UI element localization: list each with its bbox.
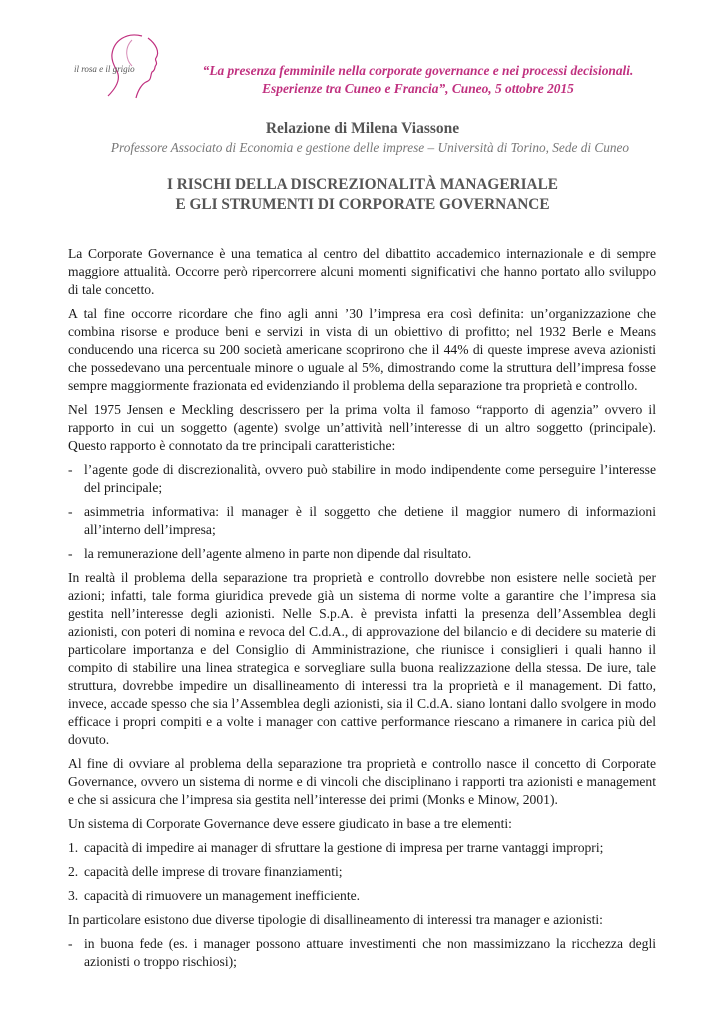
document-body xyxy=(68,245,656,977)
list-item xyxy=(68,461,656,497)
list-marker: - xyxy=(68,546,73,561)
event-banner xyxy=(178,62,658,98)
list-item xyxy=(68,887,656,905)
list-item-text: in buona fede (es. i manager possono attuare investimenti che non massimizzano la ricchezza degli azionisti o troppo rischiosi); xyxy=(84,936,656,969)
list-item-text: l’agente gode di discrezionalità, ovvero può stabilire in modo indipendente come perseguire l’interesse del principale; xyxy=(84,462,656,495)
list-item-text: capacità di impedire ai manager di sfruttare la gestione di impresa per trarne vantaggi impropri; xyxy=(84,840,604,855)
list-item xyxy=(68,839,656,857)
title-line-2: E GLI STRUMENTI DI CORPORATE GOVERNANCE xyxy=(175,196,550,213)
document-title xyxy=(0,175,725,215)
list-item xyxy=(68,935,656,971)
list-item-text: la remunerazione dell’agente almeno in parte non dipende dal risultato. xyxy=(84,546,472,561)
paragraph: La Corporate Governance è una tematica al centro del dibattito accademico internazionale e di sempre maggiore attualità. Occorre però ripercorrere alcuni momenti significativi che hanno portato allo sviluppo di tale concetto. xyxy=(68,246,656,297)
list-item xyxy=(68,545,656,563)
paragraph: In realtà il problema della separazione tra proprietà e controllo dovrebbe non esistere nelle società per azioni; infatti, tale forma giuridica prevede già un sistema di norme volte a garantire che l’impresa sia gestita nell’interesse degli azionisti. Nelle S.p.A. è prevista infatti la presenza dell’Assemblea degli azionisti, con poteri di nomina e revoca del C.d.A., di approvazione del bilancio e di decidere su materie di particolare importanza e del Consiglio di Amministrazione, che riunisce i consiglieri i quali hanno il compito di stabilire una linea strategica e sorvegliare sulla buona realizzazione della stessa. De iure, tale struttura, dovrebbe impedire un disallineamento di interessi tra la proprietà e il management. Di fatto, invece, accade spesso che sia l’Assemblea degli azionisti, sia il C.d.A. siano lontani dallo svolgere in modo efficace i propri compiti e a volte i manager con cattive performance riescano a rimanere in carica più del dovuto. xyxy=(68,570,656,747)
list-item xyxy=(68,863,656,881)
list-marker: - xyxy=(68,462,73,477)
paragraph: A tal fine occorre ricordare che fino agli anni ’30 l’impresa era così definita: un’organizzazione che combina risorse e produce beni e servizi in vista di un obiettivo di profitto; nel 1932 Berle e Means conducendo una ricerca su 200 società americane scoprirono che il 44% di queste imprese aveva azionisti che possedevano una percentuale minore o uguale al 5%, dimostrando come la struttura dell’impresa fosse sempre maggiormente frazionata ed evidenziando il problema della separazione tra proprietà e controllo. xyxy=(68,306,656,393)
paragraph: Un sistema di Corporate Governance deve essere giudicato in base a tre elementi: xyxy=(68,816,512,831)
title-line-1: I RISCHI DELLA DISCREZIONALITÀ MANAGERIALE xyxy=(166,176,558,193)
woman-profile-logo-icon xyxy=(72,30,172,100)
list-marker: - xyxy=(68,504,73,519)
paragraph: Al fine di ovviare al problema della separazione tra proprietà e controllo nasce il concetto di Corporate Governance, ovvero un sistema di norme e di vincoli che disciplinano i rapporti tra azionisti e management e che si assicura che l’impresa sia gestita nell’interesse dei primi (Monks e Minow, 2001). xyxy=(68,756,656,807)
event-line-1: “La presenza femminile nella corporate governance e nei processi decisionali. xyxy=(202,63,634,78)
logo-text: il rosa e il grigio xyxy=(74,64,135,74)
speaker-affiliation: Professore Associato di Economia e gestione delle imprese – Università di Torino, Sede di Cuneo xyxy=(110,140,630,155)
logo xyxy=(72,30,172,100)
list-item xyxy=(68,503,656,539)
list-marker: 2. xyxy=(68,864,79,879)
list-item-text: capacità delle imprese di trovare finanziamenti; xyxy=(84,864,343,879)
list-marker: 3. xyxy=(68,888,79,903)
speaker-heading: Relazione di Milena Viassone xyxy=(265,120,460,137)
list-item-text: asimmetria informativa: il manager è il soggetto che detiene il maggior numero di informazioni all’interno dell’impresa; xyxy=(84,504,656,537)
list-marker: 1. xyxy=(68,840,79,855)
paragraph: Nel 1975 Jensen e Meckling descrissero per la prima volta il famoso “rapporto di agenzia” ovvero il rapporto in cui un soggetto (agente) svolge un’attività nell’interesse di un altro soggetto (principale). Questo rapporto è connotato da tre principali caratteristiche: xyxy=(68,402,656,453)
list-marker: - xyxy=(68,936,73,951)
paragraph: In particolare esistono due diverse tipologie di disallineamento di interessi tra manager e azionisti: xyxy=(68,912,603,927)
list-item-text: capacità di rimuovere un management inefficiente. xyxy=(84,888,361,903)
event-line-2: Esperienze tra Cuneo e Francia”, Cuneo, 5 ottobre 2015 xyxy=(262,81,574,96)
